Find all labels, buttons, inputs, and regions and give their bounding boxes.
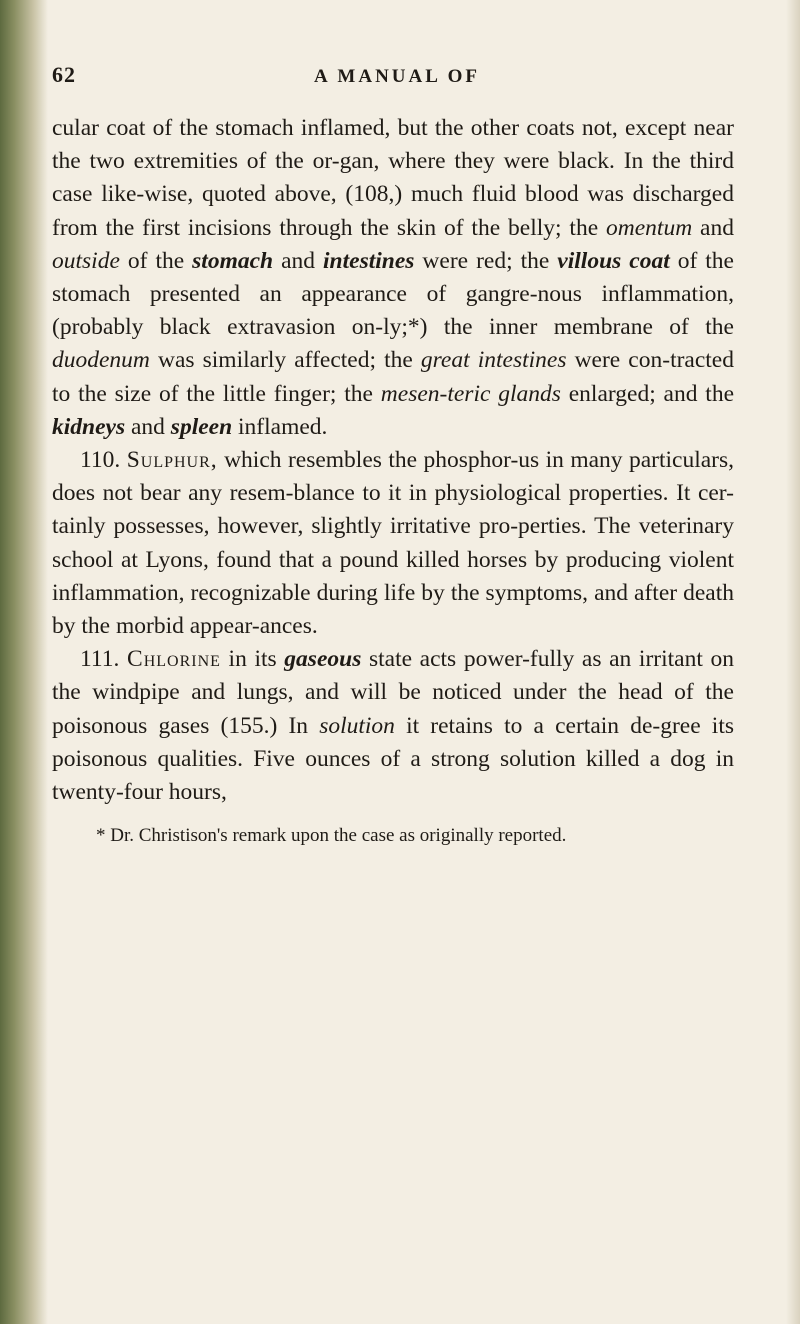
text-run: and	[273, 247, 324, 274]
paragraph-110	[52, 444, 734, 643]
text-run: was similarly affected; the	[149, 347, 421, 374]
italic-term: villous coat	[557, 247, 670, 274]
text-run: of the stomach presented an appearance of gangre-nous inflammation, (probably black extravasion on-ly;*) the inner membrane of the	[52, 247, 734, 341]
page-edge	[786, 0, 800, 1324]
paragraph-111	[52, 643, 734, 809]
section-number: 111.	[80, 646, 120, 673]
page-number: 62	[52, 62, 76, 87]
text-run: of the	[119, 247, 193, 274]
italic-term: outside	[52, 247, 120, 274]
body-text	[52, 112, 734, 809]
italic-term: gaseous	[284, 646, 362, 673]
page-gutter-shadow	[0, 0, 48, 1324]
book-page	[52, 56, 742, 849]
italic-term: great intestines	[420, 347, 567, 374]
text-run: and	[125, 413, 171, 440]
section-number: 110.	[80, 447, 121, 474]
text-run: enlarged; and the	[560, 380, 735, 407]
italic-term: solution	[319, 712, 395, 739]
page-header	[52, 56, 742, 96]
running-head: A MANUAL OF	[314, 66, 480, 87]
text-run: inflamed.	[232, 413, 328, 440]
text-run: were red; the	[414, 247, 558, 274]
section-term: Sulphur,	[126, 447, 218, 474]
text-run: state acts power-fully as an irritant on the windpipe and lungs, and will be noticed under the head of the poisonous gases (155.) In	[52, 646, 735, 739]
text-run: in its	[220, 646, 285, 673]
italic-term: spleen	[170, 413, 233, 440]
text-run: and	[692, 214, 734, 241]
italic-term: kidneys	[52, 413, 126, 440]
text-run: it retains to a certain de-gree its poisonous qualities. Five ounces of a strong solution killed a dog in twenty-four hours,	[52, 712, 734, 806]
italic-term: omentum	[606, 214, 693, 241]
section-term: Chlorine	[127, 646, 221, 673]
italic-term: mesen-teric glands	[380, 380, 561, 407]
text-run: which resembles the phosphor-us in many particulars, does not bear any resem-blance to it in physiological properties. It cer-tainly possesses, however, slightly irritative pro-perties. The veterinary school at Lyons, found that a pound killed horses by producing violent inflammation, recognizable during life by the symptoms, and after death by the morbid appear-ances.	[52, 447, 735, 640]
footnote: * Dr. Christison's remark upon the case as originally reported.	[96, 825, 567, 847]
italic-term: stomach	[192, 247, 274, 274]
text-run: were con-tracted to the size of the little finger; the	[52, 347, 734, 407]
italic-term: intestines	[323, 247, 415, 274]
paragraph-continued	[52, 112, 734, 444]
text-run: cular coat of the stomach inflamed, but the other coats not, except near the two extremities of the or-gan, where they were black. In the third case like-wise, quoted above, (108,) much fluid blood was discharged from the first incisions through the skin of the belly; the	[52, 115, 734, 241]
italic-term: duodenum	[52, 347, 150, 374]
